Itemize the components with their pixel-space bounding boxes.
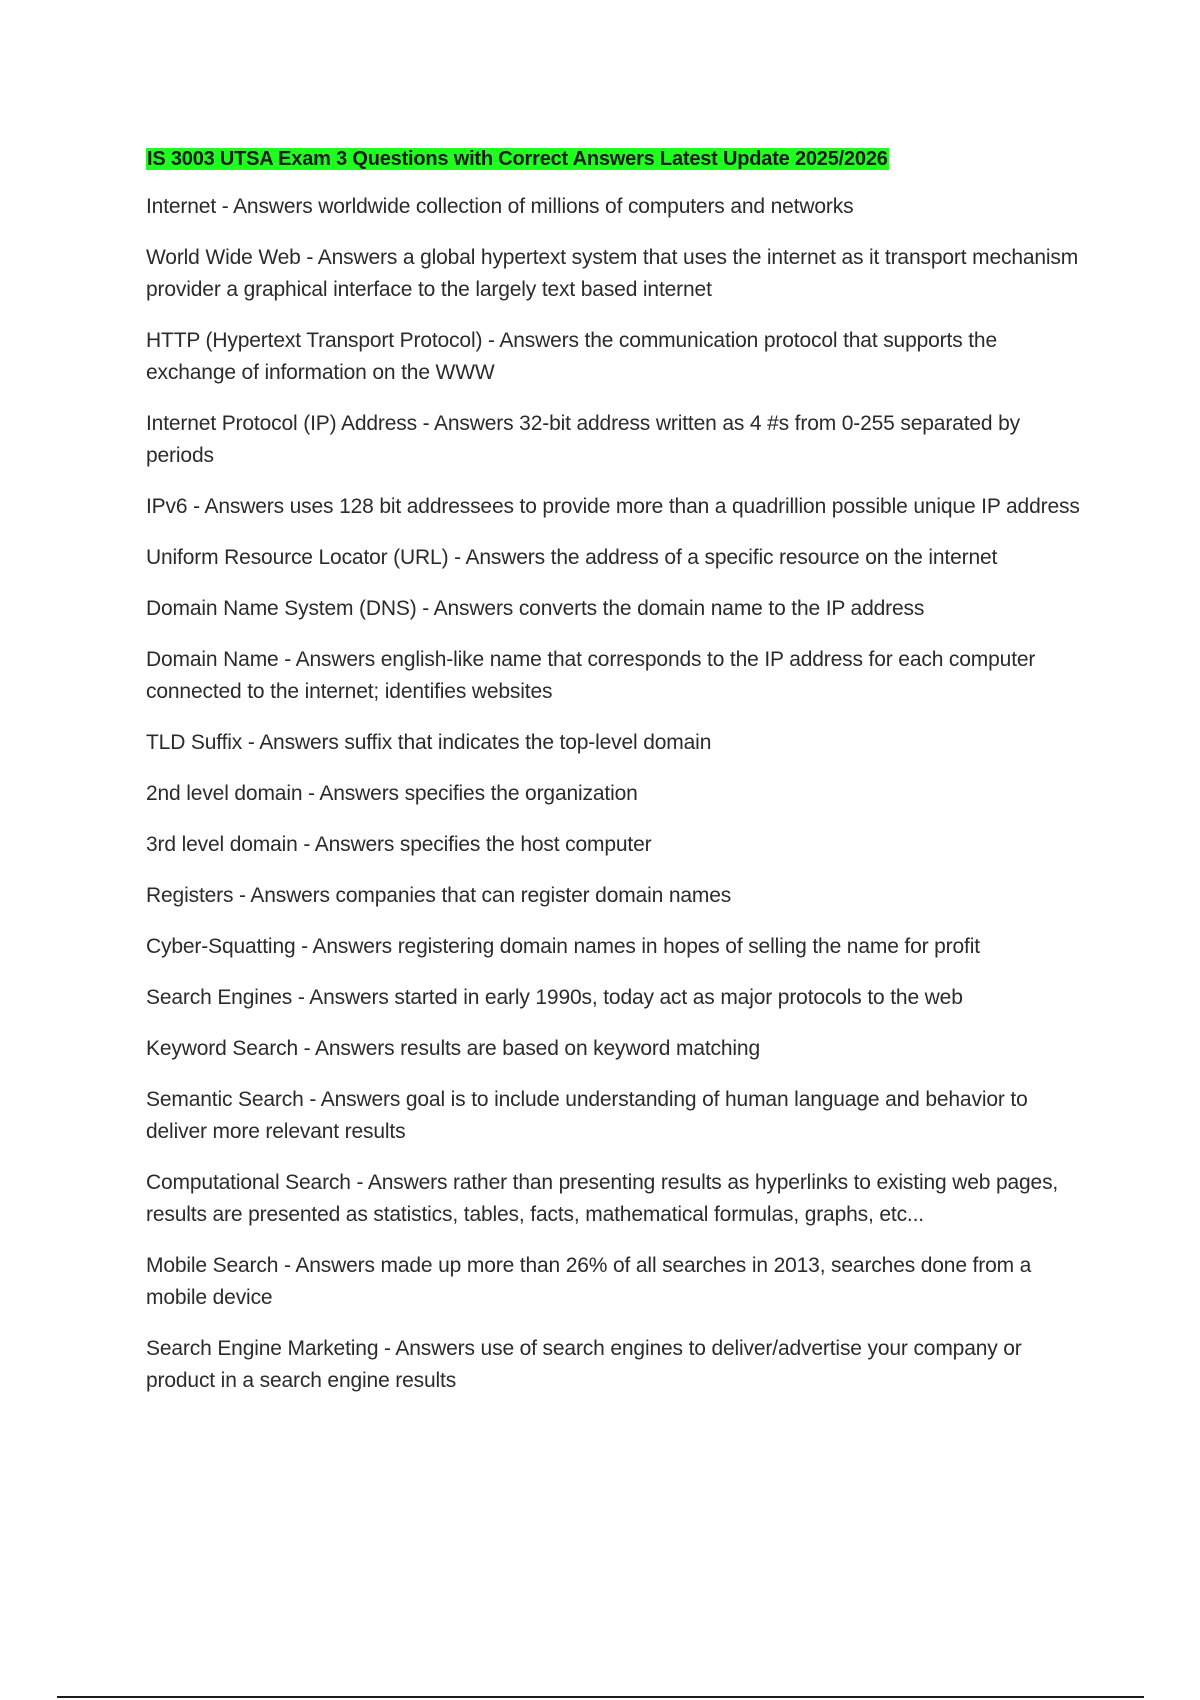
qa-entry: Domain Name System (DNS) - Answers converts the domain name to the IP address: [146, 597, 925, 620]
qa-entry: Domain Name - Answers english-like name that corresponds to the IP address for each computer connected to the internet; identifies websites: [146, 648, 1036, 703]
qa-entry: Semantic Search - Answers goal is to include understanding of human language and behavior to deliver more relevant results: [146, 1088, 1028, 1143]
qa-entry: Internet Protocol (IP) Address - Answers 32-bit address written as 4 #s from 0-255 separated by periods: [146, 412, 1021, 467]
qa-entry: Cyber-Squatting - Answers registering domain names in hopes of selling the name for profit: [146, 935, 980, 958]
qa-entry: 3rd level domain - Answers specifies the host computer: [146, 833, 652, 856]
qa-entry: HTTP (Hypertext Transport Protocol) - Answers the communication protocol that supports the exchange of information on the WWW: [146, 329, 997, 384]
qa-entry: Internet - Answers worldwide collection of millions of computers and networks: [146, 195, 854, 218]
qa-entry: IPv6 - Answers uses 128 bit addressees to provide more than a quadrillion possible unique IP address: [146, 495, 1080, 518]
page-bottom-rule: [57, 1696, 1144, 1698]
qa-list: [146, 191, 1091, 1397]
qa-entry: World Wide Web - Answers a global hypertext system that uses the internet as it transport mechanism provider a graphical interface to the largely text based internet: [146, 246, 1079, 301]
qa-entry: Search Engine Marketing - Answers use of search engines to deliver/advertise your company or product in a search engine results: [146, 1337, 1022, 1392]
qa-entry: Keyword Search - Answers results are based on keyword matching: [146, 1037, 760, 1060]
qa-entry: TLD Suffix - Answers suffix that indicates the top-level domain: [146, 731, 712, 754]
qa-entry: Uniform Resource Locator (URL) - Answers the address of a specific resource on the internet: [146, 546, 998, 569]
qa-entry: Registers - Answers companies that can register domain names: [146, 884, 732, 907]
qa-entry: Search Engines - Answers started in early 1990s, today act as major protocols to the web: [146, 986, 963, 1009]
title-line: [146, 144, 1091, 174]
qa-entry: 2nd level domain - Answers specifies the organization: [146, 782, 638, 805]
document-title: IS 3003 UTSA Exam 3 Questions with Correct Answers Latest Update 2025/2026: [147, 148, 888, 170]
qa-entry: Mobile Search - Answers made up more than 26% of all searches in 2013, searches done from a mobile device: [146, 1254, 1032, 1309]
qa-entry: Computational Search - Answers rather than presenting results as hyperlinks to existing web pages, results are presented as statistics, tables, facts, mathematical formulas, graphs, etc...: [146, 1171, 1059, 1226]
document-content: [146, 144, 1091, 1416]
